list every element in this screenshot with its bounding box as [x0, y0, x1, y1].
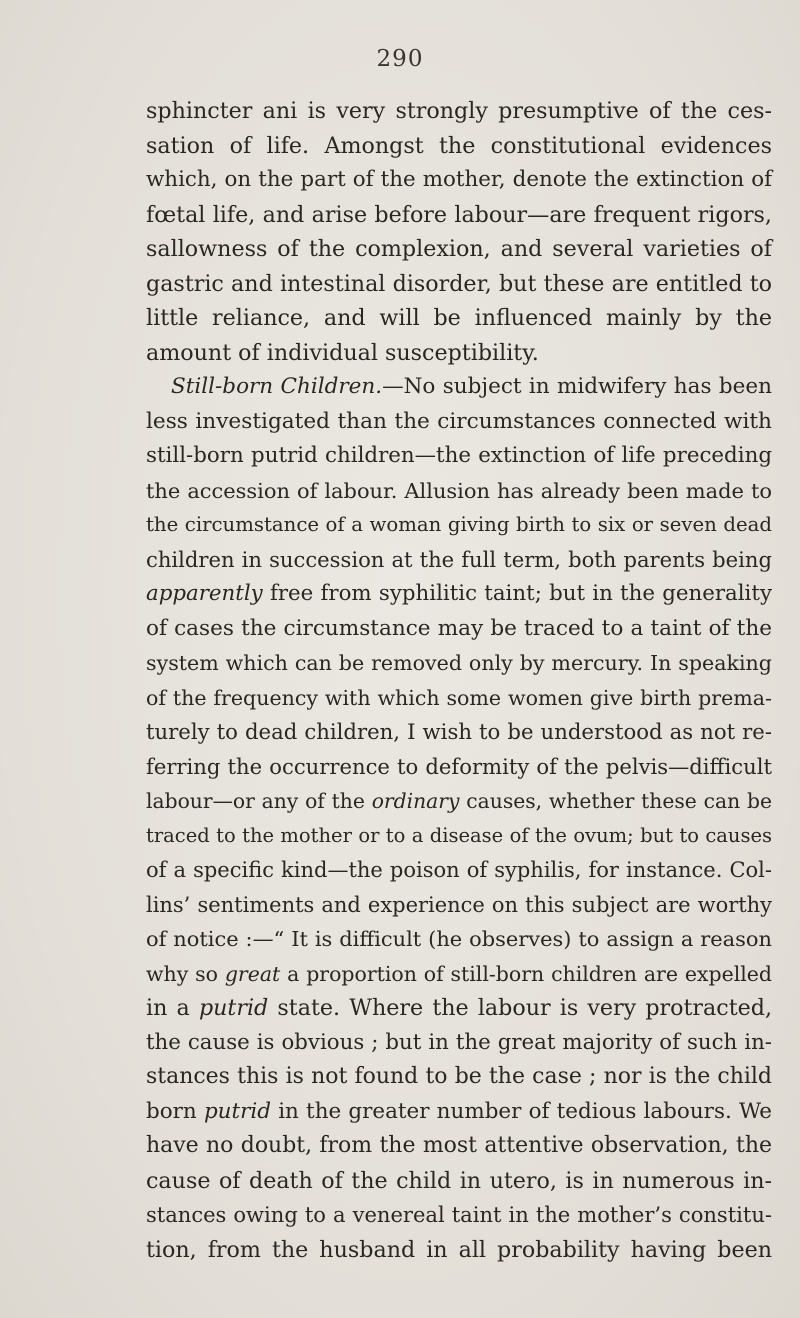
text-line: [146, 370, 772, 405]
italic-text: putrid: [198, 995, 269, 1021]
text-line: [146, 957, 772, 992]
text-run: sation of life. Amongst the constitutional evidences: [146, 132, 772, 159]
text-line: [146, 577, 772, 612]
text-line: [146, 474, 772, 509]
text-run: children in succession at the full term, both parents being: [146, 546, 772, 572]
text-run: traced to the mother or to a disease of the ovum; but to causes: [146, 823, 772, 847]
text-line: [146, 198, 772, 233]
text-line: [146, 163, 772, 198]
text-line: [146, 922, 772, 957]
text-line: [146, 439, 772, 474]
text-run: amount of individual susceptibility.: [146, 339, 539, 366]
text-line: [146, 1164, 772, 1199]
text-run: in the greater number of tedious labours. We: [271, 1098, 772, 1124]
text-line: [146, 819, 772, 854]
page-number: 290: [376, 46, 424, 72]
text-run: of notice :—“ It is difficult (he observes) to assign a reason: [146, 927, 772, 951]
italic-text: great: [224, 961, 281, 986]
italic-text: Still-born Children.: [171, 374, 383, 399]
text-run: turely to dead children, I wish to be understood as not re-: [146, 719, 772, 744]
text-run: which, on the part of the mother, denote the extinction of: [146, 167, 772, 192]
text-run: free from syphilitic taint; but in the generality: [262, 581, 772, 606]
text-run: the circumstance of a woman giving birth to six or seven dead: [146, 513, 772, 536]
text-run: of the frequency with which some women give birth prema-: [146, 685, 772, 710]
text-line: [146, 612, 772, 647]
italic-text: putrid: [203, 1098, 272, 1124]
text-run: stances owing to a venereal taint in the mother’s constitu-: [146, 1202, 772, 1227]
text-run: little reliance, and will be influenced mainly by the: [146, 305, 772, 331]
text-run: of cases the circumstance may be traced to a taint of the: [146, 615, 772, 641]
text-run: the cause is obvious ; but in the great majority of such in-: [146, 1029, 772, 1055]
text-line: [146, 1095, 772, 1130]
text-line: [146, 681, 772, 716]
text-line: [146, 232, 772, 267]
text-line: [146, 301, 772, 336]
text-run: fœtal life, and arise before labour—are frequent rigors,: [146, 201, 772, 228]
text-line: [146, 1129, 772, 1164]
text-run: cause of death of the child in utero, is in numerous in-: [146, 1167, 772, 1194]
text-run: state. Where the labour is very protracted,: [268, 995, 772, 1021]
text-line: [146, 853, 772, 888]
italic-text: ordinary: [371, 789, 460, 813]
text-line: [146, 646, 772, 681]
text-run: the accession of labour. Allusion has already been made to: [146, 478, 772, 503]
text-run: system which can be removed only by mercury. In speaking: [146, 651, 772, 675]
text-run: lins’ sentiments and experience on this subject are worthy: [146, 892, 772, 917]
text-run: of a specific kind—the poison of syphilis, for instance. Col-: [146, 857, 772, 882]
text-line: [146, 1060, 772, 1095]
text-line: [146, 336, 772, 371]
text-run: why so: [146, 961, 225, 986]
text-line: [146, 1198, 772, 1233]
text-line: [146, 888, 772, 923]
text-line: [146, 750, 772, 785]
text-run: a proportion of still-born children are expelled: [280, 961, 773, 986]
text-run: less investigated than the circumstances connected with: [146, 408, 772, 434]
text-line: [146, 508, 772, 543]
text-run: born: [146, 1098, 204, 1124]
text-run: gastric and intestinal disorder, but these are entitled to: [146, 270, 772, 297]
text-run: stances this is not found to be the case ; nor is the child: [146, 1064, 772, 1089]
text-line: [146, 784, 772, 819]
text-run: causes, whether these can be: [459, 789, 773, 813]
text-line: [146, 267, 772, 302]
text-run: —No subject in midwifery has been: [382, 374, 772, 399]
text-line: [146, 1026, 772, 1061]
text-line: [146, 405, 772, 440]
text-line: [146, 715, 772, 750]
text-run: in a: [146, 995, 199, 1021]
text-line: [146, 129, 772, 164]
text-run: sallowness of the complexion, and several varieties of: [146, 236, 772, 262]
text-line: [146, 991, 772, 1026]
text-run: still-born putrid children—the extinction of life preceding: [146, 443, 772, 468]
text-line: [146, 1233, 772, 1268]
text-run: labour—or any of the: [146, 789, 372, 813]
text-run: tion, from the husband in all probability having been: [146, 1236, 772, 1263]
text-run: ferring the occurrence to deformity of the pelvis—difficult: [146, 753, 772, 779]
body-text: [146, 94, 772, 1267]
text-run: sphincter ani is very strongly presumptive of the ces-: [146, 98, 772, 124]
text-line: [146, 543, 772, 578]
text-line: [146, 94, 772, 129]
text-run: have no doubt, from the most attentive observation, the: [146, 1133, 772, 1158]
italic-text: apparently: [146, 581, 263, 606]
